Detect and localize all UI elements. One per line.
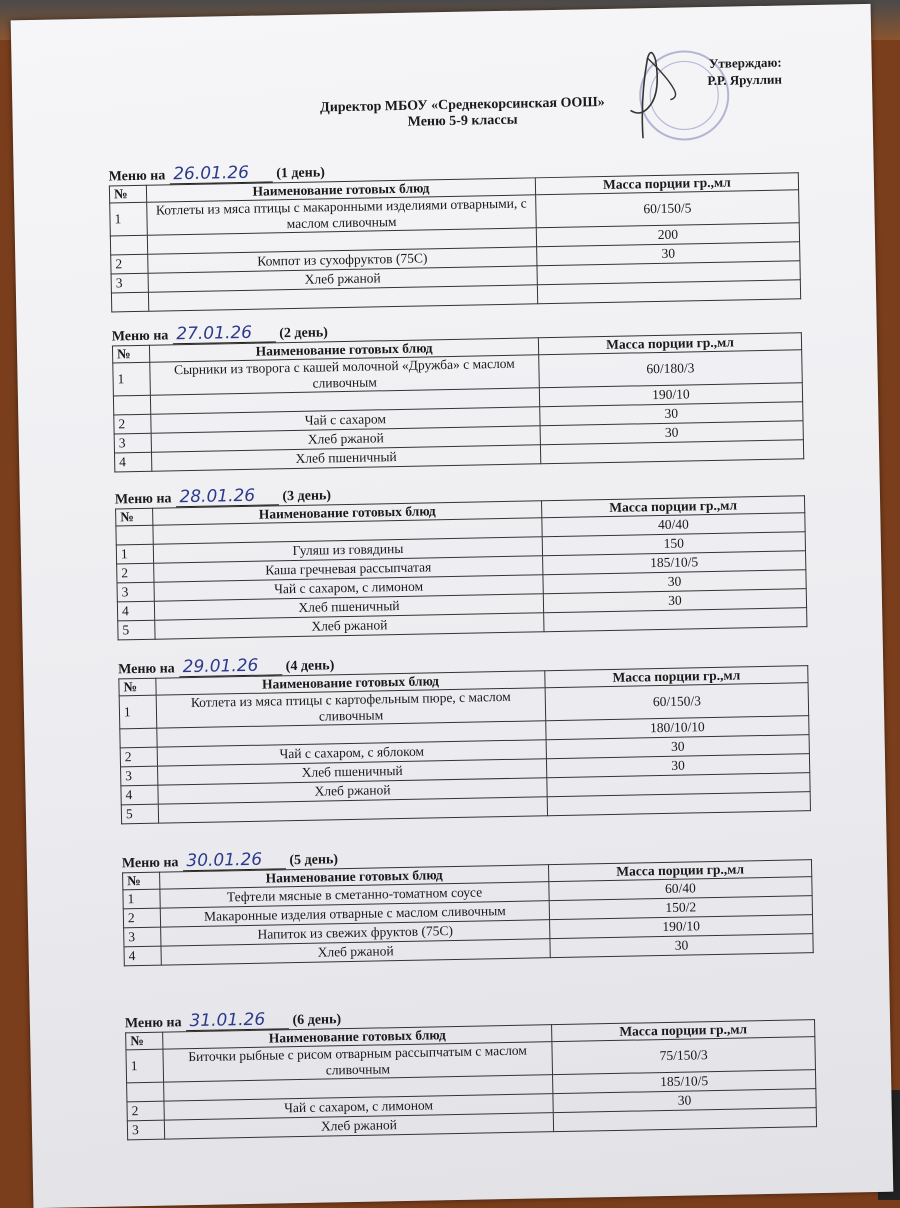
cell-no: 4 bbox=[121, 785, 158, 805]
cell-no bbox=[116, 525, 153, 545]
cell-no: 1 bbox=[110, 202, 148, 236]
menu-table bbox=[122, 859, 814, 966]
stamp-seal-icon bbox=[611, 37, 733, 149]
header-subtitle: Меню 5-9 классы bbox=[407, 112, 518, 130]
cell-mass: 30 bbox=[543, 589, 806, 613]
menu-prefix: Меню на bbox=[118, 661, 175, 678]
cell-no: 1 bbox=[126, 1049, 164, 1083]
cell-mass: 190/10 bbox=[539, 383, 802, 407]
cell-mass: 185/10/5 bbox=[553, 1070, 816, 1094]
menu-day-label: (4 день) bbox=[285, 658, 335, 675]
cell-no bbox=[111, 292, 148, 312]
cell-name: Биточки рыбные с рисом отварным рассыпчатым с маслом сливочным bbox=[163, 1042, 553, 1082]
document-header bbox=[272, 94, 653, 133]
menu-date: 31.01.26 bbox=[185, 1010, 288, 1031]
approval-block bbox=[651, 54, 782, 90]
cell-mass: 30 bbox=[546, 735, 809, 759]
column-header-name: Наименование готовых блюд bbox=[146, 178, 535, 202]
header-director: Директор МБОУ «Среднекорсинская ООШ» bbox=[319, 94, 605, 116]
cell-no bbox=[113, 395, 150, 415]
menu-prefix: Меню на bbox=[121, 855, 179, 872]
menu-table bbox=[125, 1019, 817, 1140]
menu-date: 29.01.26 bbox=[179, 656, 282, 677]
menu-document bbox=[11, 4, 894, 1208]
cell-mass: 60/40 bbox=[549, 877, 812, 901]
menu-table bbox=[118, 665, 811, 824]
column-header-no: № bbox=[109, 185, 146, 203]
cell-name: Тефтели мясные в сметанно-томатном соусе bbox=[160, 882, 549, 908]
menu-prefix: Меню на bbox=[124, 1015, 182, 1032]
menu-day-6 bbox=[125, 997, 817, 1140]
cell-no: 2 bbox=[127, 1101, 164, 1121]
cell-name: Хлеб ржаной bbox=[158, 778, 547, 804]
cell-mass bbox=[540, 440, 803, 464]
cell-no: 2 bbox=[117, 563, 154, 583]
menu-table bbox=[112, 332, 804, 472]
column-header-mass: Масса порции гр.,мл bbox=[541, 496, 804, 518]
cell-mass: 30 bbox=[550, 934, 813, 958]
column-header-name: Наименование готовых блюд bbox=[163, 1025, 552, 1049]
cell-name: Хлеб ржаной bbox=[155, 613, 544, 639]
column-header-no: № bbox=[119, 678, 156, 696]
column-header-name: Наименование готовых блюд bbox=[156, 671, 545, 695]
cell-no: 2 bbox=[123, 908, 160, 928]
approval-name: Р.Р. Яруллин bbox=[707, 71, 783, 88]
cell-name: Котлета из мяса птицы с картофельным пюре, с маслом сливочным bbox=[156, 688, 546, 728]
column-header-mass: Масса порции гр.,мл bbox=[535, 173, 798, 195]
cell-no: 4 bbox=[114, 452, 151, 472]
column-header-no: № bbox=[112, 345, 149, 363]
cell-name: Чай с сахаром, с лимоном bbox=[154, 575, 543, 601]
cell-no: 1 bbox=[116, 544, 153, 564]
cell-mass: 180/10/10 bbox=[546, 716, 809, 740]
menu-day-label: (3 день) bbox=[282, 488, 332, 505]
cell-name: Хлеб ржаной bbox=[148, 266, 537, 292]
cell-name: Хлеб пшеничный bbox=[158, 759, 547, 785]
menu-day-3 bbox=[115, 473, 808, 640]
cell-mass: 30 bbox=[546, 754, 809, 778]
cell-no bbox=[110, 235, 147, 255]
cell-no: 2 bbox=[114, 414, 151, 434]
cell-mass: 60/180/3 bbox=[539, 350, 803, 388]
menu-date: 30.01.26 bbox=[182, 850, 285, 871]
cell-mass: 40/40 bbox=[542, 513, 805, 537]
cell-mass bbox=[553, 1108, 816, 1132]
cell-no: 3 bbox=[111, 273, 148, 293]
cell-name: Макаронные изделия отварные с маслом сливочным bbox=[160, 901, 549, 927]
column-header-no: № bbox=[126, 1032, 163, 1050]
cell-name: Чай с сахаром, с яблоком bbox=[157, 740, 546, 766]
cell-no: 4 bbox=[117, 601, 154, 621]
cell-no: 5 bbox=[118, 620, 155, 640]
column-header-mass: Масса порции гр.,мл bbox=[545, 666, 808, 688]
cell-no bbox=[120, 728, 157, 748]
cell-mass: 185/10/5 bbox=[543, 551, 806, 575]
cell-name: Котлеты из мяса птицы с макаронными изделиями отварными, с маслом сливочным bbox=[147, 195, 537, 235]
cell-mass: 150 bbox=[542, 532, 805, 556]
cell-mass: 150/2 bbox=[549, 896, 812, 920]
menu-prefix: Меню на bbox=[111, 328, 169, 345]
cell-mass bbox=[547, 792, 810, 816]
cell-mass: 30 bbox=[543, 570, 806, 594]
menu-table bbox=[109, 172, 801, 312]
cell-name: Хлеб ржаной bbox=[161, 939, 550, 965]
menu-day-label: (5 день) bbox=[289, 852, 339, 869]
column-header-no: № bbox=[123, 872, 160, 890]
cell-mass bbox=[537, 280, 800, 304]
cell-no: 3 bbox=[124, 927, 161, 947]
cell-name: Чай с сахаром, с лимоном bbox=[164, 1094, 553, 1120]
column-header-mass: Масса порции гр.,мл bbox=[552, 1020, 815, 1042]
cell-no: 3 bbox=[121, 766, 158, 786]
column-header-no: № bbox=[116, 508, 153, 526]
cell-no: 3 bbox=[117, 582, 154, 602]
cell-mass: 30 bbox=[537, 242, 800, 266]
cell-name: Хлеб ржаной bbox=[164, 1113, 553, 1139]
column-header-mass: Масса порции гр.,мл bbox=[548, 860, 811, 882]
column-header-name: Наименование готовых блюд bbox=[149, 338, 538, 362]
cell-no: 1 bbox=[113, 362, 151, 396]
cell-mass: 30 bbox=[540, 402, 803, 426]
menu-prefix: Меню на bbox=[108, 168, 166, 185]
cell-name: Каша гречневая рассыпчатая bbox=[154, 556, 543, 582]
menu-date: 28.01.26 bbox=[175, 486, 278, 507]
cell-mass: 200 bbox=[536, 223, 799, 247]
menu-day-label: (6 день) bbox=[292, 1012, 342, 1029]
cell-no: 2 bbox=[120, 747, 157, 767]
menu-day-4 bbox=[118, 643, 811, 824]
cell-mass: 75/150/3 bbox=[552, 1037, 816, 1075]
column-header-name: Наименование готовых блюд bbox=[160, 865, 549, 889]
cell-no: 1 bbox=[119, 695, 157, 729]
cell-name: Напиток из свежих фруктов (75С) bbox=[161, 920, 550, 946]
cell-mass: 60/150/3 bbox=[545, 683, 809, 721]
column-header-mass: Масса порции гр.,мл bbox=[538, 333, 801, 355]
cell-no: 3 bbox=[114, 433, 151, 453]
cell-name: Хлеб ржаной bbox=[151, 426, 540, 452]
cell-mass: 30 bbox=[553, 1089, 816, 1113]
menu-date: 27.01.26 bbox=[172, 323, 275, 344]
cell-no: 5 bbox=[121, 804, 158, 824]
cell-no: 3 bbox=[127, 1120, 164, 1140]
cell-no bbox=[127, 1082, 164, 1102]
column-header-name: Наименование готовых блюд bbox=[153, 501, 542, 525]
cell-name: Сырники из творога с кашей молочной «Дружба» с маслом сливочным bbox=[150, 355, 540, 395]
cell-name: Компот из сухофруктов (75С) bbox=[148, 247, 537, 273]
menu-day-2 bbox=[112, 310, 805, 472]
cell-mass bbox=[544, 608, 807, 632]
menu-date: 26.01.26 bbox=[169, 163, 272, 184]
cell-mass: 190/10 bbox=[550, 915, 813, 939]
menu-day-label: (2 день) bbox=[279, 325, 329, 342]
cell-name: Хлеб пшеничный bbox=[154, 594, 543, 620]
approval-label: Утверждаю: bbox=[708, 54, 782, 71]
menu-prefix: Меню на bbox=[114, 491, 172, 508]
menu-day-5 bbox=[122, 837, 814, 966]
cell-no: 4 bbox=[124, 946, 161, 966]
cell-name: Чай с сахаром bbox=[151, 407, 540, 433]
cell-mass: 60/150/5 bbox=[536, 190, 800, 228]
cell-name: Хлеб пшеничный bbox=[151, 445, 540, 471]
cell-no: 1 bbox=[123, 889, 160, 909]
cell-name: Гуляш из говядины bbox=[153, 537, 542, 563]
cell-no: 2 bbox=[111, 254, 148, 274]
menu-day-1 bbox=[108, 150, 801, 312]
menu-table bbox=[115, 495, 807, 640]
cell-mass: 30 bbox=[540, 421, 803, 445]
menu-day-label: (1 день) bbox=[276, 165, 325, 182]
